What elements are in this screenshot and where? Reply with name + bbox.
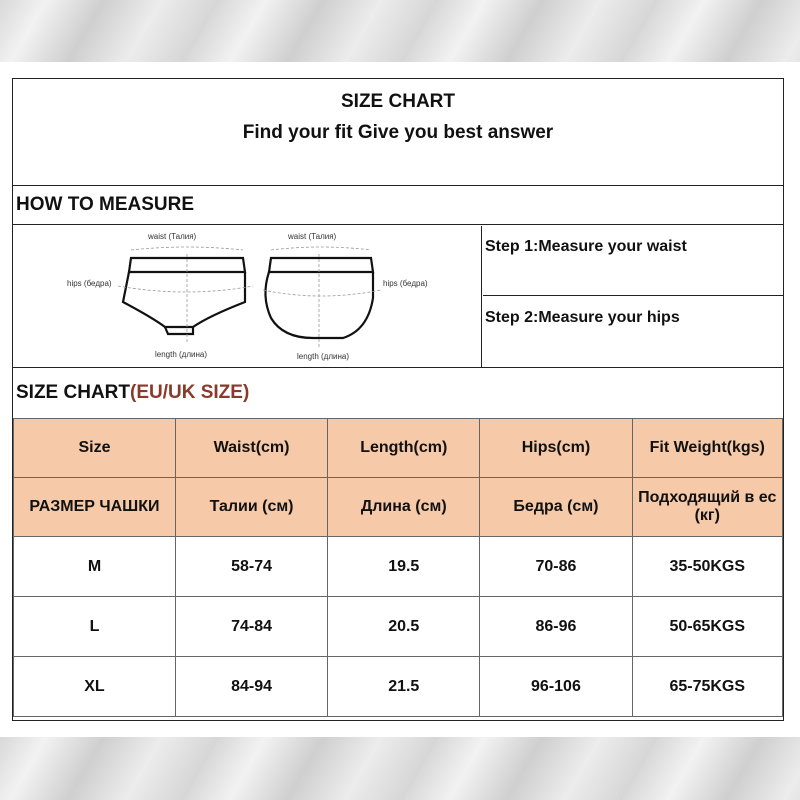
back-length-label: length (длина)	[297, 352, 350, 361]
header-length: Length(cm)	[328, 419, 480, 478]
table-row	[14, 597, 783, 657]
page-title: SIZE CHART	[341, 91, 455, 112]
front-hips-label: hips (бедра)	[67, 279, 112, 288]
chart-header	[13, 79, 783, 186]
size-chart-card	[12, 78, 784, 721]
underwear-diagram-icon	[13, 226, 481, 367]
header-waist-ru: Талии (см)	[175, 478, 327, 537]
background-top	[0, 0, 800, 62]
measure-diagram	[13, 226, 482, 367]
step-1-text: Step 1:Measure your waist	[483, 226, 783, 296]
table-row	[14, 537, 783, 597]
size-cell: L	[14, 597, 176, 657]
front-length-label: length (длина)	[155, 350, 208, 359]
header-hips-ru: Бедра (см)	[480, 478, 632, 537]
background-bottom	[0, 737, 800, 800]
size-cell: M	[14, 537, 176, 597]
how-to-measure-title: HOW TO MEASURE	[13, 185, 783, 225]
size-chart-title-prefix: SIZE CHART	[16, 382, 130, 403]
table-header-row-en	[14, 419, 783, 478]
header-waist: Waist(cm)	[175, 419, 327, 478]
waist-cell: 84-94	[175, 657, 327, 717]
step-2-text: Step 2:Measure your hips	[485, 309, 680, 326]
weight-cell: 35-50KGS	[632, 537, 783, 597]
header-hips: Hips(cm)	[480, 419, 632, 478]
weight-cell: 50-65KGS	[632, 597, 783, 657]
header-size-ru: РАЗМЕР ЧАШКИ	[14, 478, 176, 537]
header-size: Size	[14, 419, 176, 478]
length-cell: 19.5	[328, 537, 480, 597]
waist-cell: 74-84	[175, 597, 327, 657]
size-cell: XL	[14, 657, 176, 717]
waist-cell: 58-74	[175, 537, 327, 597]
page-subtitle: Find your fit Give you best answer	[242, 122, 554, 143]
size-table	[13, 418, 783, 717]
header-fit-weight: Fit Weight(kgs)	[632, 419, 783, 478]
length-cell: 21.5	[328, 657, 480, 717]
front-waist-label: waist (Талия)	[148, 232, 197, 241]
table-header-row-ru	[14, 478, 783, 537]
header-length-ru: Длина (см)	[328, 478, 480, 537]
weight-cell: 65-75KGS	[632, 657, 783, 717]
table-row	[14, 657, 783, 717]
size-chart-title-suffix: (EU/UK SIZE)	[130, 382, 250, 403]
header-fit-weight-ru: Подходящий в ес (кг)	[632, 478, 783, 537]
how-to-measure-section	[13, 226, 783, 368]
hips-cell: 96-106	[480, 657, 632, 717]
length-cell: 20.5	[328, 597, 480, 657]
back-hips-label: hips (бедра)	[383, 279, 428, 288]
hips-cell: 70-86	[480, 537, 632, 597]
size-chart-title	[13, 368, 783, 418]
back-waist-label: waist (Талия)	[288, 232, 337, 241]
hips-cell: 86-96	[480, 597, 632, 657]
